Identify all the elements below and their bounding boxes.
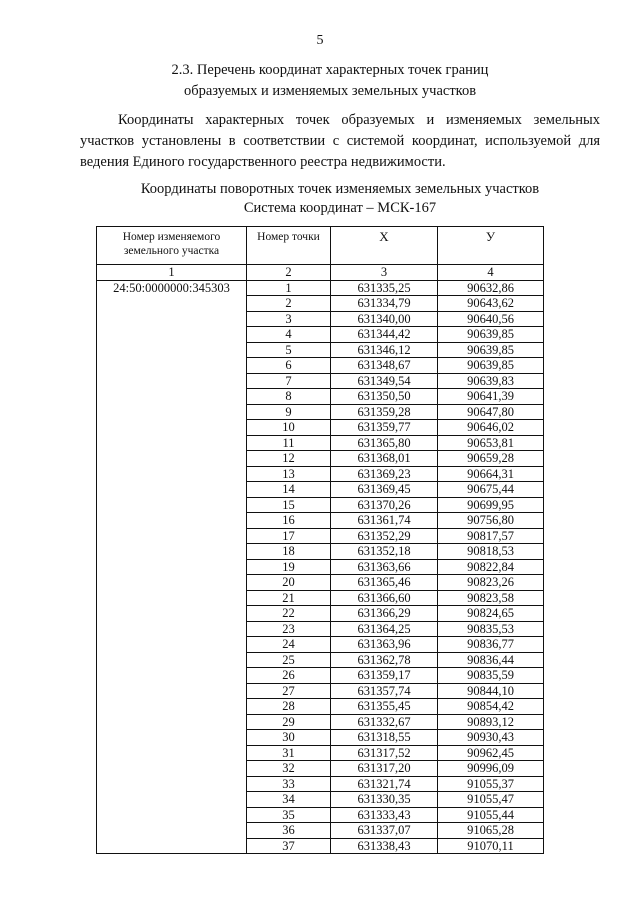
parcel-number-cell-continued [97,807,247,823]
parcel-number-cell-continued [97,311,247,327]
point-number-cell: 5 [247,342,331,358]
parcel-number-cell-continued [97,776,247,792]
y-coordinate-cell: 90817,57 [438,528,544,544]
x-coordinate-cell: 631365,80 [331,435,438,451]
x-coordinate-cell: 631364,25 [331,621,438,637]
parcel-number-cell-continued [97,621,247,637]
y-coordinate-cell: 90823,26 [438,575,544,591]
y-coordinate-cell: 90824,65 [438,606,544,622]
parcel-number-cell-continued [97,435,247,451]
page-number: 5 [316,33,324,48]
table-body [97,280,544,854]
point-number-cell: 22 [247,606,331,622]
point-number-cell: 24 [247,637,331,653]
point-number-cell: 2 [247,296,331,312]
table-row [97,373,544,389]
y-coordinate-cell: 90639,85 [438,327,544,343]
point-number-cell: 27 [247,683,331,699]
y-coordinate-cell: 90675,44 [438,482,544,498]
table-row [97,451,544,467]
y-coordinate-cell: 90996,09 [438,761,544,777]
x-coordinate-cell: 631352,18 [331,544,438,560]
x-coordinate-cell: 631366,29 [331,606,438,622]
point-number-cell: 25 [247,652,331,668]
y-coordinate-cell: 90659,28 [438,451,544,467]
intro-paragraph: Координаты характерных точек образуемых и изменяемых земельных участков установлены в соответствии с системой координат, используемой для ведения Единого государственного реестра недвижимости. [80,112,600,170]
y-coordinate-cell: 90893,12 [438,714,544,730]
x-coordinate-cell: 631334,79 [331,296,438,312]
y-coordinate-cell: 91055,47 [438,792,544,808]
point-number-cell: 28 [247,699,331,715]
table-caption [80,180,600,218]
x-coordinate-cell: 631340,00 [331,311,438,327]
y-coordinate-cell: 91055,37 [438,776,544,792]
parcel-number-cell-continued [97,575,247,591]
table-row [97,559,544,575]
table-row [97,420,544,436]
table-row [97,745,544,761]
header-y: У [438,227,544,265]
y-coordinate-cell: 90930,43 [438,730,544,746]
parcel-number-cell-continued [97,358,247,374]
point-number-cell: 26 [247,668,331,684]
parcel-number-cell-continued [97,482,247,498]
parcel-number-cell-continued [97,637,247,653]
table-row [97,280,544,296]
parcel-number-cell-continued [97,544,247,560]
table-row [97,730,544,746]
x-coordinate-cell: 631366,60 [331,590,438,606]
coordinates-table [96,226,544,854]
x-coordinate-cell: 631359,28 [331,404,438,420]
x-coordinate-cell: 631362,78 [331,652,438,668]
point-number-cell: 6 [247,358,331,374]
point-number-cell: 9 [247,404,331,420]
table-row [97,838,544,854]
table-row [97,342,544,358]
table-row [97,482,544,498]
table-header-row [97,227,544,265]
point-number-cell: 15 [247,497,331,513]
x-coordinate-cell: 631359,17 [331,668,438,684]
column-number: 2 [247,265,331,281]
y-coordinate-cell: 90641,39 [438,389,544,405]
column-number: 3 [331,265,438,281]
y-coordinate-cell: 90835,59 [438,668,544,684]
point-number-cell: 14 [247,482,331,498]
y-coordinate-cell: 90699,95 [438,497,544,513]
table-row [97,668,544,684]
parcel-number-cell-continued [97,466,247,482]
y-coordinate-cell: 90756,80 [438,513,544,529]
parcel-number-cell-continued [97,714,247,730]
y-coordinate-cell: 90664,31 [438,466,544,482]
parcel-number-cell-continued [97,838,247,854]
table-row [97,683,544,699]
point-number-cell: 12 [247,451,331,467]
point-number-cell: 30 [247,730,331,746]
point-number-cell: 20 [247,575,331,591]
parcel-number-cell-continued [97,389,247,405]
parcel-number-cell: 24:50:0000000:345303 [97,280,247,296]
x-coordinate-cell: 631318,55 [331,730,438,746]
point-number-cell: 37 [247,838,331,854]
parcel-number-cell-continued [97,497,247,513]
x-coordinate-cell: 631359,77 [331,420,438,436]
point-number-cell: 36 [247,823,331,839]
x-coordinate-cell: 631317,52 [331,745,438,761]
parcel-number-cell-continued [97,652,247,668]
point-number-cell: 7 [247,373,331,389]
x-coordinate-cell: 631361,74 [331,513,438,529]
table-row [97,296,544,312]
parcel-number-cell-continued [97,451,247,467]
section-heading-line-2: образуемых и изменяемых земельных участков [183,83,477,99]
x-coordinate-cell: 631369,45 [331,482,438,498]
table-row [97,327,544,343]
point-number-cell: 1 [247,280,331,296]
section-heading-line-1: 2.3. Перечень координат характерных точек границ [171,62,489,78]
point-number-cell: 34 [247,792,331,808]
x-coordinate-cell: 631370,26 [331,497,438,513]
table-caption-line-2: Система координат – МСК-167 [243,200,437,216]
parcel-number-cell-continued [97,404,247,420]
table-row [97,590,544,606]
x-coordinate-cell: 631355,45 [331,699,438,715]
x-coordinate-cell: 631337,07 [331,823,438,839]
point-number-cell: 10 [247,420,331,436]
y-coordinate-cell: 90962,45 [438,745,544,761]
x-coordinate-cell: 631335,25 [331,280,438,296]
point-number-cell: 19 [247,559,331,575]
parcel-number-cell-continued [97,420,247,436]
y-coordinate-cell: 90653,81 [438,435,544,451]
point-number-cell: 33 [247,776,331,792]
header-point-number: Номер точки [247,227,331,265]
y-coordinate-cell: 90640,56 [438,311,544,327]
table-row [97,311,544,327]
y-coordinate-cell: 90639,83 [438,373,544,389]
point-number-cell: 21 [247,590,331,606]
parcel-number-cell-continued [97,528,247,544]
table-row [97,761,544,777]
parcel-number-cell-continued [97,373,247,389]
table-row [97,714,544,730]
point-number-cell: 29 [247,714,331,730]
y-coordinate-cell: 90844,10 [438,683,544,699]
parcel-number-cell-continued [97,296,247,312]
x-coordinate-cell: 631357,74 [331,683,438,699]
y-coordinate-cell: 91070,11 [438,838,544,854]
point-number-cell: 13 [247,466,331,482]
point-number-cell: 4 [247,327,331,343]
table-row [97,513,544,529]
column-number: 4 [438,265,544,281]
x-coordinate-cell: 631333,43 [331,807,438,823]
point-number-cell: 18 [247,544,331,560]
y-coordinate-cell: 90822,84 [438,559,544,575]
x-coordinate-cell: 631344,42 [331,327,438,343]
table-row [97,637,544,653]
table-row [97,497,544,513]
y-coordinate-cell: 90854,42 [438,699,544,715]
parcel-number-cell-continued [97,342,247,358]
table-row [97,621,544,637]
table-row [97,466,544,482]
y-coordinate-cell: 90818,53 [438,544,544,560]
parcel-number-cell-continued [97,745,247,761]
x-coordinate-cell: 631369,23 [331,466,438,482]
x-coordinate-cell: 631338,43 [331,838,438,854]
table-row [97,699,544,715]
point-number-cell: 31 [247,745,331,761]
x-coordinate-cell: 631350,50 [331,389,438,405]
x-coordinate-cell: 631368,01 [331,451,438,467]
parcel-number-cell-continued [97,792,247,808]
parcel-number-cell-continued [97,590,247,606]
point-number-cell: 16 [247,513,331,529]
table-caption-line-1: Координаты поворотных точек изменяемых земельных участков [140,181,540,197]
point-number-cell: 35 [247,807,331,823]
y-coordinate-cell: 90647,80 [438,404,544,420]
point-number-cell: 23 [247,621,331,637]
y-coordinate-cell: 90639,85 [438,358,544,374]
header-x: X [331,227,438,265]
x-coordinate-cell: 631363,66 [331,559,438,575]
table-row [97,823,544,839]
y-coordinate-cell: 90632,86 [438,280,544,296]
point-number-cell: 3 [247,311,331,327]
x-coordinate-cell: 631330,35 [331,792,438,808]
column-number-row [97,265,544,281]
table-row [97,652,544,668]
table-row [97,575,544,591]
column-number: 1 [97,265,247,281]
y-coordinate-cell: 90823,58 [438,590,544,606]
table-row [97,435,544,451]
section-heading [100,60,560,102]
x-coordinate-cell: 631363,96 [331,637,438,653]
point-number-cell: 8 [247,389,331,405]
parcel-number-cell-continued [97,606,247,622]
parcel-number-cell-continued [97,761,247,777]
x-coordinate-cell: 631346,12 [331,342,438,358]
table-row [97,404,544,420]
point-number-cell: 17 [247,528,331,544]
y-coordinate-cell: 90836,44 [438,652,544,668]
y-coordinate-cell: 91065,28 [438,823,544,839]
parcel-number-cell-continued [97,823,247,839]
parcel-number-cell-continued [97,683,247,699]
point-number-cell: 11 [247,435,331,451]
header-parcel-number: Номер изменяемого земельного участка [97,227,247,265]
x-coordinate-cell: 631332,67 [331,714,438,730]
parcel-number-cell-continued [97,327,247,343]
x-coordinate-cell: 631352,29 [331,528,438,544]
x-coordinate-cell: 631317,20 [331,761,438,777]
y-coordinate-cell: 90835,53 [438,621,544,637]
y-coordinate-cell: 90639,85 [438,342,544,358]
y-coordinate-cell: 90836,77 [438,637,544,653]
x-coordinate-cell: 631321,74 [331,776,438,792]
x-coordinate-cell: 631349,54 [331,373,438,389]
table-row [97,544,544,560]
table-row [97,776,544,792]
table-row [97,358,544,374]
y-coordinate-cell: 90646,02 [438,420,544,436]
parcel-number-cell-continued [97,668,247,684]
x-coordinate-cell: 631365,46 [331,575,438,591]
table-row [97,807,544,823]
parcel-number-cell-continued [97,513,247,529]
x-coordinate-cell: 631348,67 [331,358,438,374]
table-row [97,389,544,405]
y-coordinate-cell: 90643,62 [438,296,544,312]
table-row [97,528,544,544]
parcel-number-cell-continued [97,699,247,715]
table-row [97,792,544,808]
point-number-cell: 32 [247,761,331,777]
table-row [97,606,544,622]
y-coordinate-cell: 91055,44 [438,807,544,823]
parcel-number-cell-continued [97,730,247,746]
parcel-number-cell-continued [97,559,247,575]
